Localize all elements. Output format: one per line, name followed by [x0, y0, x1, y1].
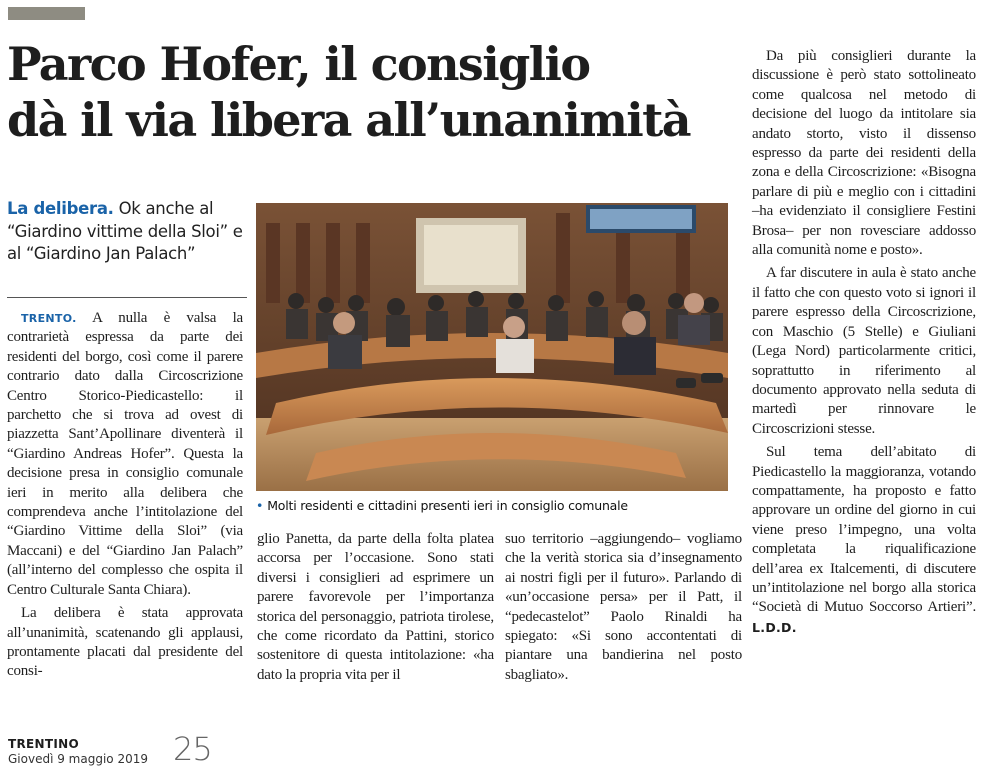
article-paragraph: La delibera è stata approvata all’unanimità, scatenando gli applausi, prontamente placati dal presidente del consi- — [7, 605, 243, 680]
council-photo — [256, 203, 728, 491]
article-column-4 — [752, 47, 976, 638]
deck-label: La delibera. — [7, 199, 114, 218]
article-paragraph: suo territorio –aggiungendo– vogliamo che la verità storica sia d’insegnamento ai nostri figli per il futuro». Parlando di «un’occasione persa» per il Patt, il “pedecastelot” Paolo Rinaldi ha spiegato: «Si sono accontentati di piantare una bandierina nel posto sbagliato». — [505, 531, 742, 683]
photo-caption — [256, 498, 736, 514]
article-paragraph: A nulla è valsa la contrarietà espressa da parte dei residenti del borgo, così come il parere contrario dato dalla Circoscrizione Centro Storico-Piedicastello: il parchetto che si trova ad ovest di piazzetta Sant’Apollinare diventerà il “Giardino Andreas Hofer”. Questa la decisione presa in consiglio comunale ieri in merito alla delibera che comprendeva anche l’intitolazione del “Giardino Vittime della Sloi” (via Maccani) e del “Giardino Jan Palach” (all’interno del complesso che ospita il Centro Culturale Santa Chiara). — [7, 310, 244, 598]
article-paragraph: Sul tema dell’abitato di Piedicastello la maggioranza, votando compattamente, ha proposto e fatto approvare un ordine del giorno in cui viene preso l’impegno, una volta completata la riqualificazione dell’area ex Italcementi, di discutere un’intitolazione nel borgo alla storica “Società di Mutuo Soccorso Artieri”. — [752, 444, 976, 616]
caption-text: Molti residenti e cittadini presenti ieri in consiglio comunale — [267, 498, 628, 513]
publication-date: Giovedì 9 maggio 2019 — [8, 752, 148, 766]
page-number: 25 — [173, 730, 212, 768]
headline — [7, 36, 747, 148]
headline-line-2: dà il via libera all’unanimità — [7, 93, 690, 147]
article-paragraph: A far discutere in aula è stato anche il fatto che con questo voto si ignori il parere espresso della Circoscrizione, con Maschio (5 Stelle) e Giuliani (Lega Nord) particolarmente critici, soprattutto in riferimento al documento approvato nella seduta di martedì per rinnovare le Circoscrizioni stesse. — [752, 265, 976, 437]
headline-line-1: Parco Hofer, il consiglio — [7, 37, 590, 91]
article-column-3 — [505, 530, 742, 685]
publication-name: TRENTINO — [8, 737, 79, 751]
article-paragraph: glio Panetta, da parte della folta platea accorsa per l’occasione. Sono stati diversi i consiglieri ad esprimere un parere favorevole per l’importanza storica del personaggio, patriota tirolese, che come ricordato da Pattini, storico sostenitore di questa intitolazione: «ha dato la propria vita per il — [257, 531, 494, 683]
article-column-1 — [7, 309, 243, 682]
bullet-icon: • — [256, 498, 264, 513]
deck — [7, 198, 247, 266]
dateline: TRENTO. — [21, 312, 77, 325]
author-signature: L.D.D. — [752, 619, 797, 635]
article-column-2 — [257, 530, 494, 685]
council-chamber-image — [256, 203, 728, 491]
deck-text: Ok anche al “Giardino vittime della Sloi” e al “Giardino Jan Palach” — [7, 199, 243, 263]
article-paragraph: Da più consiglieri durante la discussione è però stato sottolineato come qualcosa nel metodo di decisione del luogo da intitolare sia andato storto, visto il dissenso espresso da parte dei residenti della zona e della Circoscrizione: «Bisogna parlare di più e meglio con i cittadini –ha evidenziato il consigliere Festini Brosa– per non rovesciare addosso alla comunità nome e posto». — [752, 48, 976, 259]
deck-divider — [7, 297, 247, 298]
section-tag-bar — [8, 7, 85, 20]
